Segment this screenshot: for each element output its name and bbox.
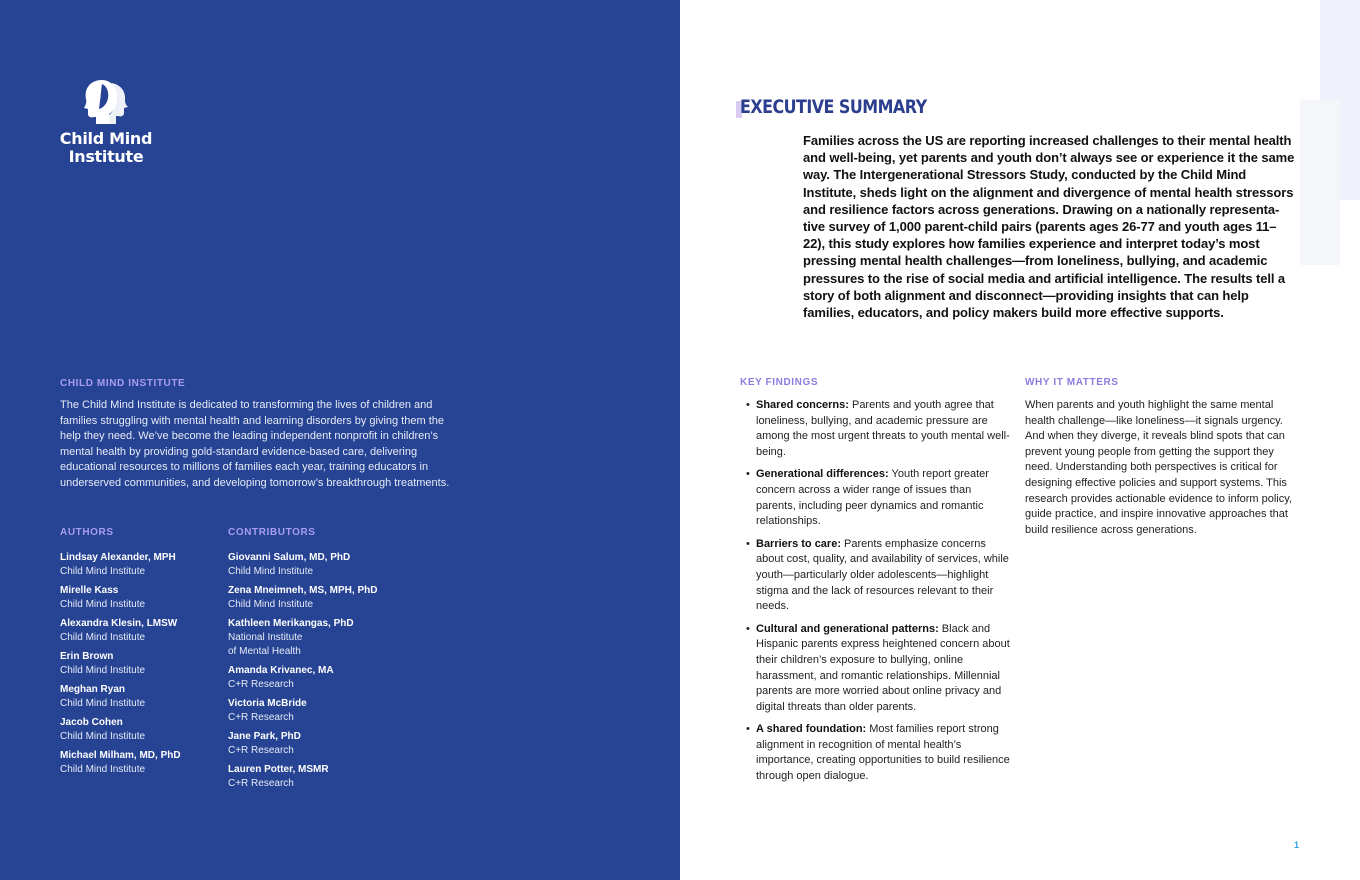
key-findings-list bbox=[740, 398, 1012, 792]
author-name: Meghan Ryan bbox=[60, 684, 126, 695]
author-org: Child Mind Institute bbox=[60, 665, 146, 676]
why-it-matters-text: When parents and youth highlight the same mental health challenge—like loneliness—it signals urgency. And when they diverge, it reveals blind spots that can prevent young people from getting the support they need. Understanding both perspectives is critical for designing effective policies and support systems. This research provides actionable evidence to inform policy, guide practice, and inspire innovative approaches that build resilience across generations. bbox=[1025, 399, 1292, 536]
child-mind-institute-logo bbox=[56, 78, 156, 166]
contributor-item bbox=[228, 584, 393, 612]
author-item bbox=[60, 584, 225, 612]
contributors-list bbox=[228, 551, 393, 796]
page-number: 1 bbox=[1294, 840, 1300, 850]
finding-item bbox=[740, 722, 1012, 784]
logo-text-line2: Institute bbox=[68, 147, 144, 166]
author-name: Erin Brown bbox=[60, 651, 114, 662]
finding-lead: A shared foundation: bbox=[756, 723, 867, 736]
contributor-org: C+R Research bbox=[228, 712, 294, 723]
contributor-org: C+R Research bbox=[228, 679, 294, 690]
contributor-name: Jane Park, PhD bbox=[228, 731, 301, 742]
contributors-heading: CONTRIBUTORS bbox=[228, 527, 316, 538]
contributor-name: Zena Mneimneh, MS, MPH, PhD bbox=[228, 585, 378, 596]
finding-text: Parents emphasize concerns about cost, quality, and availability of services, while youth—particularly older adolescents—highlight stigma and the lack of resources relevant to their needs. bbox=[756, 537, 1009, 613]
contributor-name: Lauren Potter, MSMR bbox=[228, 764, 329, 775]
authors-heading: AUTHORS bbox=[60, 527, 114, 538]
logo-heads-icon bbox=[82, 78, 128, 126]
author-org: Child Mind Institute bbox=[60, 566, 146, 577]
page-title: EXECUTIVE SUMMARY bbox=[740, 97, 927, 118]
contributor-name: Victoria McBride bbox=[228, 698, 307, 709]
finding-lead: Cultural and generational patterns: bbox=[756, 622, 939, 635]
contributor-item bbox=[228, 664, 393, 692]
contributor-item bbox=[228, 730, 393, 758]
author-org: Child Mind Institute bbox=[60, 599, 146, 610]
author-item bbox=[60, 551, 225, 579]
finding-lead: Barriers to care: bbox=[756, 537, 841, 550]
contributor-name: Giovanni Salum, MD, PhD bbox=[228, 552, 351, 563]
key-findings-heading: KEY FINDINGS bbox=[740, 377, 819, 388]
institute-description: The Child Mind Institute is dedicated to transforming the lives of children and families struggling with mental health and learning disorders by giving them the help they need. We’ve become the leading independent nonprofit in children’s mental health by providing gold-standard evidence-based care, delivering educational resources to millions of families each year, training educators in underserved communities, and developing tomorrow’s breakthrough treatments. bbox=[60, 399, 450, 489]
why-it-matters-heading: WHY IT MATTERS bbox=[1025, 377, 1119, 388]
bullet-icon: • bbox=[746, 537, 750, 550]
author-name: Jacob Cohen bbox=[60, 717, 123, 728]
author-item bbox=[60, 716, 225, 744]
bullet-icon: • bbox=[746, 622, 750, 635]
finding-text: Most families report strong alignment in recognition of mental health’s importance, creating opportunities to build resilience through open dialogue. bbox=[756, 723, 1010, 783]
contributor-name: Kathleen Merikangas, PhD bbox=[228, 618, 354, 629]
right-panel bbox=[680, 0, 1360, 880]
finding-lead: Shared concerns: bbox=[756, 399, 849, 411]
contributor-name: Amanda Krivanec, MA bbox=[228, 665, 334, 676]
author-org: Child Mind Institute bbox=[60, 698, 146, 709]
author-name: Michael Milham, MD, PhD bbox=[60, 750, 181, 761]
finding-item bbox=[740, 622, 1012, 716]
finding-text: Black and Hispanic parents express heightened concern about their children’s exposure to bullying, online harassment, and romantic relationships. Millennial parents are more worried about online privacy and digital threats than older parents. bbox=[756, 622, 1010, 713]
bullet-icon: • bbox=[746, 399, 750, 411]
author-item bbox=[60, 749, 225, 777]
contributor-org: Child Mind Institute bbox=[228, 566, 314, 577]
executive-summary-text: Families across the US are reporting increased challenges to their mental health and well-being, yet parents and youth don’t always see or experience it the same way. The Intergenerational Stressors Study, conducted by the Child Mind Institute, sheds light on the alignment and divergence of mental health stressors and resilience factors across generations. Drawing on a nationally representa-tive survey of 1,000 parent-child pairs (parents ages 26-77 and youth ages 11–22), this study explores how families experience and interpret today’s most pressing mental health challenges—from loneliness, bullying, and academic pressures to the rise of social media and artificial intelligence. The results tell a story of both alignment and disconnect—providing insights that can help families, educators, and policy makers build more effective supports. bbox=[803, 133, 1295, 321]
author-name: Alexandra Klesin, LMSW bbox=[60, 618, 178, 629]
contributor-org-line2: of Mental Health bbox=[228, 646, 301, 657]
author-item bbox=[60, 617, 225, 645]
contributor-item bbox=[228, 617, 393, 659]
contributor-item bbox=[228, 697, 393, 725]
contributor-org: C+R Research bbox=[228, 745, 294, 756]
finding-item bbox=[740, 537, 1012, 615]
authors-list bbox=[60, 551, 225, 782]
logo-text-line1: Child Mind bbox=[59, 129, 153, 148]
finding-item bbox=[740, 398, 1012, 460]
finding-lead: Generational differences: bbox=[756, 468, 889, 481]
author-org: Child Mind Institute bbox=[60, 632, 146, 643]
finding-item bbox=[740, 467, 1012, 529]
contributor-org: National Institute bbox=[228, 632, 303, 643]
contributor-org: Child Mind Institute bbox=[228, 599, 314, 610]
decorative-block bbox=[1300, 100, 1340, 265]
institute-heading: CHILD MIND INSTITUTE bbox=[60, 378, 186, 389]
finding-text: Youth report greater concern across a wider range of issues than parents, including peer dynamics and romantic relationships. bbox=[756, 468, 989, 528]
finding-text: Parents and youth agree that loneliness, bullying, and academic pressure are among the most urgent threats to youth mental well-being. bbox=[756, 399, 1010, 458]
contributor-org: C+R Research bbox=[228, 778, 294, 789]
contributor-item bbox=[228, 551, 393, 579]
contributor-item bbox=[228, 763, 393, 791]
author-name: Lindsay Alexander, MPH bbox=[60, 552, 176, 563]
author-item bbox=[60, 650, 225, 678]
bullet-icon: • bbox=[746, 468, 750, 481]
author-item bbox=[60, 683, 225, 711]
author-name: Mirelle Kass bbox=[60, 585, 119, 596]
author-org: Child Mind Institute bbox=[60, 731, 146, 742]
bullet-icon: • bbox=[746, 723, 750, 736]
author-org: Child Mind Institute bbox=[60, 764, 146, 775]
